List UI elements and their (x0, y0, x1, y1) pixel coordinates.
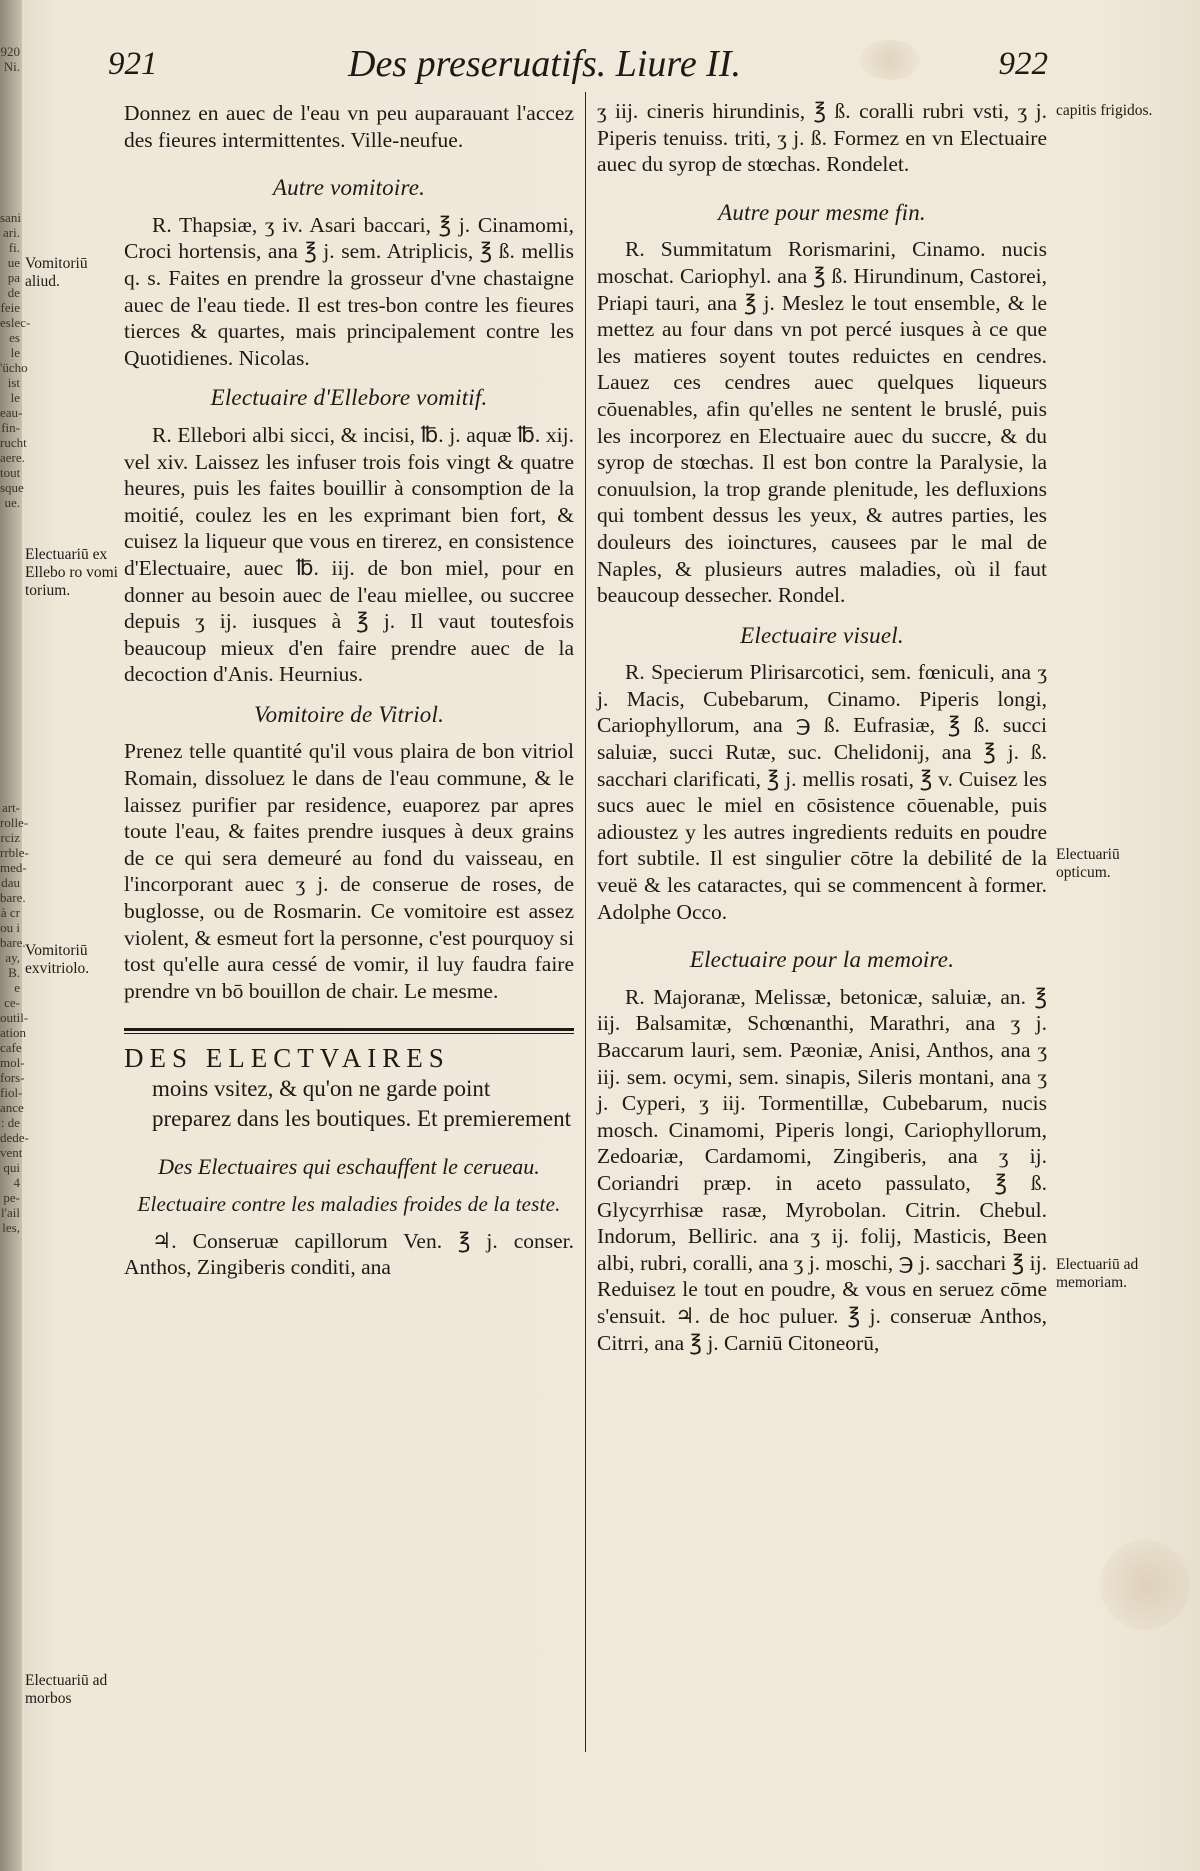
paragraph: R. Majoranæ, Melissæ, betonicæ, saluiæ, an. ℥ iij. Balsamitæ, Schœnanthi, Marathri, ana ʒ j. Baccarum lauri, sem. Pæoniæ, Anisi, Anthos, ana ʒ iij. sem. ocymi, sem. sinapis, Sileris montani, ana ʒ j. Cyperi, ʒ iij. Tormentillæ, Cubebarum, nucis mosch. Cinamomi, Piperis longi, Cariophyllorum, Zedoariæ, Cardamomi, Zingiberis, ana ʒ ij. Coriandri præp. in aceto passulato, ℥ ß. Glycyrrhisæ rasæ, Myrobolan. Citrin. Chebul. Indorum, Belliric. ana ʒ ij. folij, Masticis, Been albi, rubri, coralli, ana ʒ j. moschi, ℈ j. sacchari ℥ ij. Reduisez le tout en poudre, & vous en seruez cōme s'ensuit. ♃. de hoc puluer. ℥ j. conseruæ Anthos, Citrri, ana ℥ j. Carniū Citoneorū, (597, 984, 1047, 1355)
chapter-title: DES ELECTVAIRES (124, 1043, 450, 1074)
right-column (597, 98, 1047, 1356)
section-heading: Electuaire contre les maladies froides de la teste. (137, 1192, 561, 1216)
section-rule (124, 1028, 574, 1034)
margin-note: Vomitoriū exvitriolo. (25, 942, 90, 977)
paragraph: R. Ellebori albi sicci, & incisi, ℔. j. aquæ ℔. xij. vel xiv. Laissez les infuser trois fois vingt & quatre heures, puis les faites bouillir à consomption de la moitié, coulez les en les exprimant bien fort, & cuisez la liqueur que vous en tirerez, en consistence d'Electuaire, auec ℔. iij. de bon miel, pour en donner au besoin auec de l'eau miellee, ou succree depuis ʒ ij. iusques à ℥ j. Il vaut toutesfois beaucoup mieux d'en faire prendre auec de la decoction d'Anis. Heurnius. (124, 422, 574, 687)
paragraph: R. Thapsiæ, ʒ iv. Asari baccari, ℥ j. Cinamomi, Croci hortensis, ana ℥ j. sem. Atriplicis, ℥ ß. mellis q. s. Faites en prendre la grosseur d'vne chastaigne auec de l'eau tiede. Il est tres-bon contre les fieures tierces & quartes, mais principalement contre les Quotidienes. Nicolas. (124, 212, 574, 370)
running-title: Des preseruatifs. Liure II. (348, 43, 741, 85)
page-number-left: 921 (108, 46, 158, 82)
bleed-through-text: 920 Ni. (0, 44, 20, 74)
margin-note: Electuariū ex Ellebo ro vomi torium. (25, 546, 118, 599)
section-heading: Electuaire visuel. (740, 622, 904, 648)
column-divider (585, 92, 586, 1752)
paragraph: ʒ iij. cineris hirundinis, ℥ ß. coralli rubri vsti, ʒ j. Piperis tenuiss. triti, ʒ j. ß. Formez en vn Electuaire auec du syrop de stœchas. Rondelet. (597, 99, 1047, 177)
margin-note: Electuariū ad morbos (25, 1672, 108, 1707)
bleed-through-text: sani ari. fi. ue pa de feie eslec- es le 'ücho ist le eau- fin- rucht aere. tout sque ue. (0, 210, 31, 510)
running-header (108, 42, 1048, 88)
left-column (124, 100, 574, 1281)
paragraph: Prenez telle quantité qu'il vous plaira de bon vitriol Romain, dissoluez le dans de l'eau commune, & le laissez purifier par residence, euaporez par apres toute l'eau, & faites prendre iusques à deux grains de ce qui sera demeuré au fond du vaisseau, en l'incorporant auec ʒ j. de conserue de roses, de buglosse, ou de Rosmarin. Ce vomitoire est assez violent, & esmeut fort la personne, c'est pourquoy si tost qu'elle aura cessé de vomir, il luy faudra faire prendre vn bō bouillon de chair. Le mesme. (124, 739, 574, 1003)
section-heading: Autre vomitoire. (272, 175, 426, 201)
margin-note: Vomitoriū aliud. (25, 255, 88, 290)
margin-note: capitis frigidos. (1056, 102, 1153, 119)
margin-note: Electuariū opticum. (1056, 846, 1120, 881)
chapter-subtitle: moins vsitez, & qu'on ne garde point preparez dans les boutiques. Et premierement (152, 1076, 571, 1132)
section-heading: Des Electuaires qui eschauffent le cerueau. (158, 1154, 540, 1180)
margin-note: Electuariū ad memoriam. (1056, 1256, 1139, 1291)
paper-stain (1100, 1540, 1190, 1630)
section-heading: Electuaire d'Ellebore vomitif. (210, 385, 488, 411)
paragraph: R. Summitatum Rorismarini, Cinamo. nucis moschat. Cariophyl. ana ℥ ß. Hirundinum, Castorei, Priapi tauri, ana ℥ j. Meslez le tout ensemble, & le mettez au four dans vn pot percé iusques à ce que les matieres soyent toutes reduictes en cendres. Lauez ces cendres auec quelques liqueurs cōuenables, afin qu'elles ne sentent le bruslé, puis les incorporez en Electuaire auec du succre, & du syrop de stœchas. Il est bon contre la Paralysie, la conuulsion, la trop grande plenitude, les defluxions qui tombent dessus les yeux, & autres parties, les douleurs des ioinctures, causees par le mal de Naples, & plusieurs autres maladies, où il faut beaucoup dessecher. Rondel. (597, 237, 1047, 608)
bleed-through-text: art- rolle- rciz rrble- med- dau bare. à cr ou i bare. ay, B. e ce- outil- ation cafe mol- fors- fiol- ance : de dede- vent qui 4 pe- l'ail les, (0, 800, 29, 1235)
page-number-right: 922 (998, 46, 1048, 82)
section-heading: Autre pour mesme fin. (718, 199, 926, 225)
section-heading: Vomitoire de Vitriol. (253, 701, 445, 727)
section-heading: Electuaire pour la memoire. (689, 947, 955, 973)
paragraph: ♃. Conseruæ capillorum Ven. ℥ j. conser. Anthos, Zingiberis conditi, ana (124, 1228, 574, 1280)
paragraph: R. Specierum Plirisarcotici, sem. fœniculi, ana ʒ j. Macis, Cubebarum, Cinamo. Piperis longi, Cariophyllorum, ana ℈ ß. Eufrasiæ, ℥ ß. succi saluiæ, succi Rutæ, suc. Chelidonij, ana ℥ j. ß. sacchari clarificati, ℥ j. mellis rosati, ℥ v. Cuisez les sucs auec le miel en cōsistence cōuenable, puis adioustez y les autres ingredients reduits en poudre fort subtile. Il est singulier cōtre la debilité de la veuë & les cataractes, qui se commencent à former. Adolphe Occo. (597, 660, 1047, 924)
paragraph: Donnez en auec de l'eau vn peu auparauant l'accez des fieures intermittentes. Ville-neufue. (124, 101, 574, 152)
